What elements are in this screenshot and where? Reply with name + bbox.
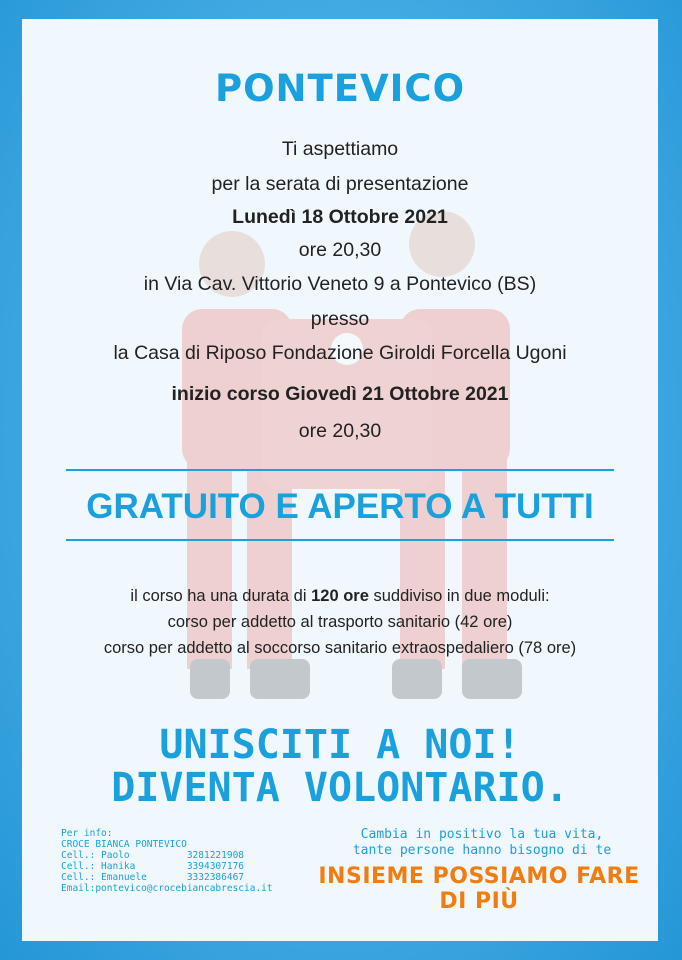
contact-org: CROCE BIANCA PONTEVICO xyxy=(61,839,187,850)
presentation-date: Lunedì 18 Ottobre 2021 xyxy=(232,206,448,228)
address: in Via Cav. Vittorio Veneto 9 a Pontevico (BS) xyxy=(143,273,537,295)
module-transport: corso per addetto al trasporto sanitario (42 ore) xyxy=(167,613,513,631)
contact-info xyxy=(61,828,273,894)
presentation-time: ore 20,30 xyxy=(298,239,382,261)
contact-phone-paolo: Cell.: Paolo 3281221908 xyxy=(61,850,245,861)
course-start-time: ore 20,30 xyxy=(298,420,382,442)
cta-become-volunteer: DIVENTA VOLONTARIO. xyxy=(111,765,569,811)
duration-hours: 120 ore xyxy=(311,587,369,605)
together-slogan: INSIEME POSSIAMO FARE DI PIÙ xyxy=(318,864,640,914)
venue: la Casa di Riposo Fondazione Giroldi Forcella Ugoni xyxy=(113,342,567,364)
divider-bottom xyxy=(66,539,614,541)
divider-top xyxy=(66,469,614,471)
slogan-line-1: Cambia in positivo la tua vita, xyxy=(360,827,604,842)
invite-line-1: Ti aspettiamo xyxy=(281,138,399,160)
contact-label: Per info: xyxy=(61,828,113,839)
course-start-date: inizio corso Giovedì 21 Ottobre 2021 xyxy=(171,383,509,405)
contact-phone-hanika: Cell.: Hanika 3394307176 xyxy=(61,861,245,872)
invite-line-presso: presso xyxy=(310,308,370,330)
course-duration xyxy=(22,587,658,606)
invite-line-2: per la serata di presentazione xyxy=(211,173,469,195)
cta-join-us: UNISCITI A NOI! xyxy=(159,722,521,768)
contact-phone-emanuele: Cell.: Emanuele 3332386467 xyxy=(61,872,245,883)
free-banner: GRATUITO E APERTO A TUTTI xyxy=(86,487,594,526)
contact-email[interactable]: Email:pontevico@crocebiancabrescia.it xyxy=(61,883,273,894)
town-title: PONTEVICO xyxy=(214,67,466,110)
duration-text-post: suddiviso in due moduli: xyxy=(368,587,550,605)
poster xyxy=(22,19,658,941)
duration-text-pre: il corso ha una durata di xyxy=(130,587,312,605)
module-rescue: corso per addetto al soccorso sanitario extraospedaliero (78 ore) xyxy=(103,639,577,657)
slogan-line-2: tante persone hanno bisogno di te xyxy=(352,843,612,858)
